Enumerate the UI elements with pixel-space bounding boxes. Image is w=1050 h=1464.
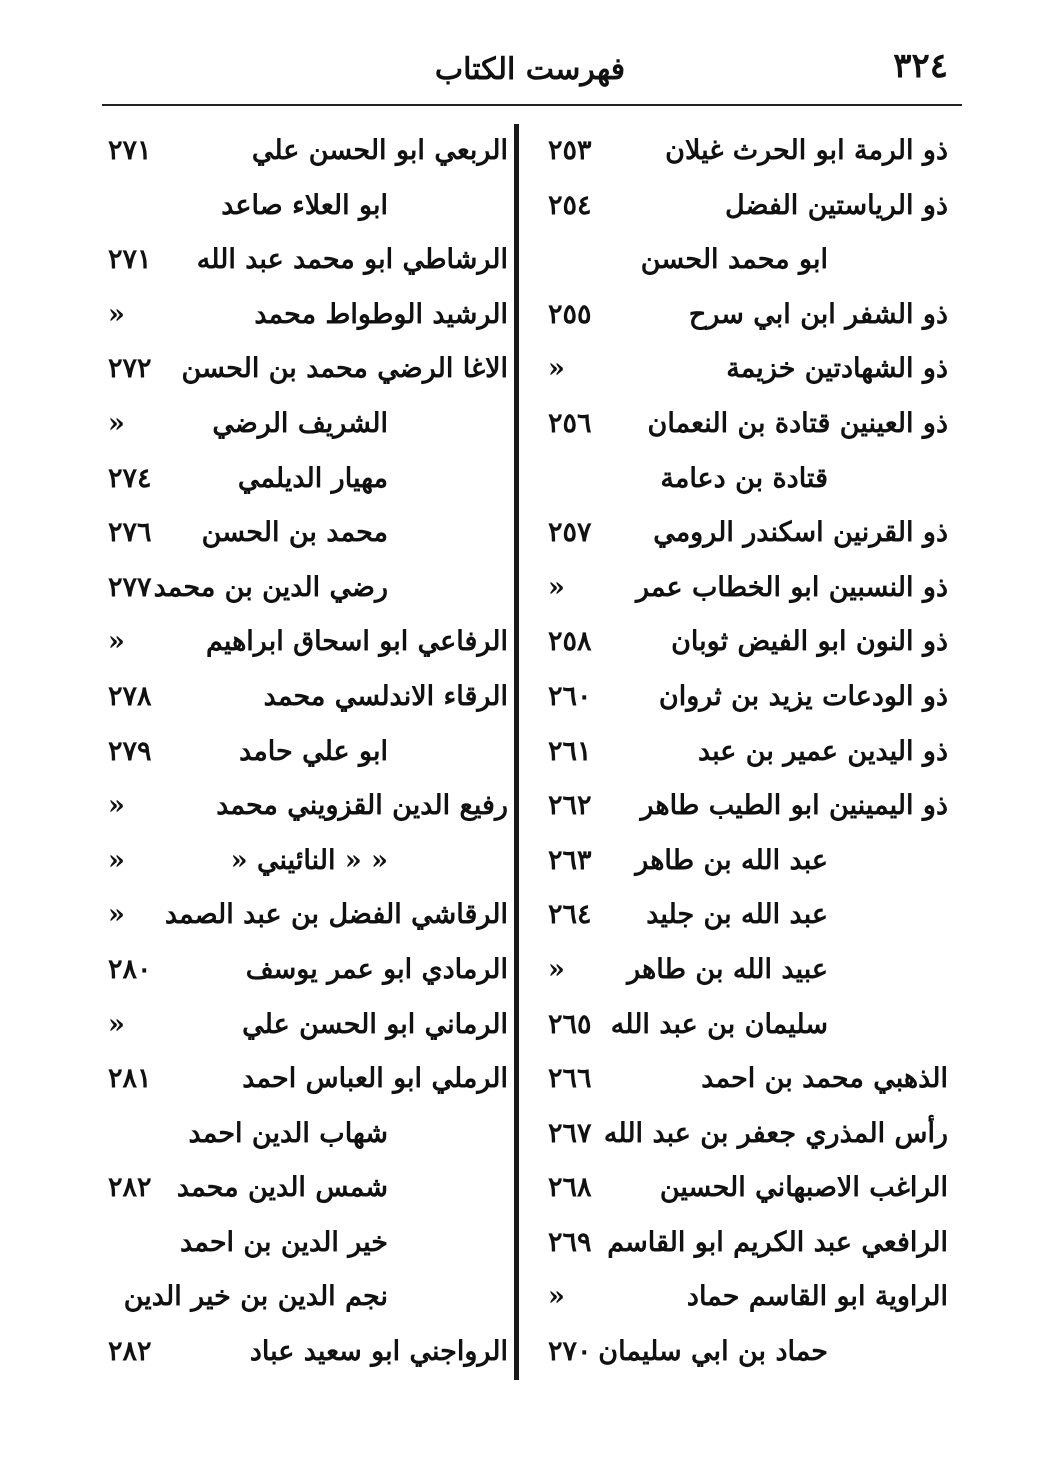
index-entry — [108, 124, 508, 179]
index-entry — [108, 397, 508, 452]
entry-name: الشريف الرضي — [212, 407, 388, 439]
entry-name: ذو العينين قتادة بن النعمان — [647, 407, 948, 439]
entry-page-number: « — [548, 353, 565, 385]
entry-name: عبد الله بن جليد — [646, 899, 828, 931]
entry-page-number: ٢٨٢ — [108, 1172, 152, 1204]
entry-page-number: « — [108, 844, 125, 876]
entry-page-number: ٢٦٤ — [548, 899, 592, 931]
entry-name: الذهبي محمد بن احمد — [701, 1063, 948, 1095]
index-entry — [108, 779, 508, 834]
index-entry — [108, 888, 508, 943]
entry-name: ابو العلاء صاعد — [221, 189, 388, 221]
entry-page-number: ٢٧٨ — [108, 680, 152, 712]
index-entry — [548, 124, 948, 179]
entry-name: عبد الله بن طاهر — [635, 844, 828, 876]
entry-name: ذو النون ابو الفيض ثوبان — [671, 626, 948, 658]
entry-name: سليمان بن عبد الله — [610, 1008, 828, 1040]
entry-name: ابو علي حامد — [239, 735, 388, 767]
entry-page-number: ٢٧٤ — [108, 462, 152, 494]
entry-name: الرقاشي الفضل بن عبد الصمد — [164, 899, 508, 931]
entry-name: الرافعي عبد الكريم ابو القاسم — [607, 1226, 948, 1258]
entry-name: شمس الدين محمد — [176, 1172, 388, 1204]
entry-name: ذو اليدين عمير بن عبد — [697, 735, 948, 767]
entry-name: ذو الرمة ابو الحرث غيلان — [665, 135, 948, 166]
index-entry — [108, 1107, 508, 1162]
entry-page-number: ٢٧٢ — [108, 353, 152, 385]
entry-page-number: ٢٧٧ — [108, 571, 152, 603]
page-number: ٣٢٤ — [893, 46, 948, 86]
entry-page-number: « — [548, 1281, 565, 1313]
index-entry — [548, 342, 948, 397]
entry-name: ذو الشهادتين خزيمة — [726, 353, 948, 385]
index-entry — [548, 1216, 948, 1271]
entry-page-number: ٢٥٨ — [548, 626, 592, 658]
entry-name: الرشيد الوطواط محمد — [254, 298, 508, 330]
entry-page-number: ٢٦٢ — [548, 790, 592, 822]
entry-name: شهاب الدين احمد — [188, 1117, 388, 1149]
index-entry — [108, 288, 508, 343]
index-column-right — [548, 124, 948, 1380]
entry-name: حماد بن ابي سليمان — [598, 1336, 828, 1368]
entry-name: الرقاء الاندلسي محمد — [263, 680, 508, 712]
index-entry — [108, 452, 508, 507]
index-entry — [108, 1216, 508, 1271]
index-entry — [548, 725, 948, 780]
entry-name: الرشاطي ابو محمد عبد الله — [196, 244, 508, 276]
index-entry — [548, 1107, 948, 1162]
index-entry — [548, 288, 948, 343]
index-entry — [108, 834, 508, 889]
header-rule — [102, 104, 962, 106]
index-entry — [548, 1270, 948, 1325]
entry-name: الرواجني ابو سعيد عباد — [249, 1336, 508, 1368]
entry-page-number: ٢٦٩ — [548, 1226, 592, 1258]
entry-page-number: ٢٧١ — [108, 135, 152, 166]
entry-name: ذو الرياستين الفضل — [725, 189, 948, 221]
index-entry — [108, 670, 508, 725]
index-entry — [108, 615, 508, 670]
entry-name: ذو القرنين اسكندر الرومي — [653, 517, 948, 549]
entry-name: الرملي ابو العباس احمد — [242, 1063, 508, 1095]
entry-name: الاغا الرضي محمد بن الحسن — [181, 353, 508, 385]
entry-name: الراوية ابو القاسم حماد — [686, 1281, 948, 1313]
page-title: فهرست الكتاب — [434, 52, 626, 87]
entry-page-number: « — [108, 407, 125, 439]
index-entry — [548, 834, 948, 889]
entry-page-number: « — [108, 790, 125, 822]
entry-name: ذو اليمينين ابو الطيب طاهر — [640, 790, 948, 822]
entry-name: ذو الشفر ابن ابي سرح — [688, 298, 948, 330]
entry-page-number: ٢٧٦ — [108, 517, 152, 549]
index-entry — [108, 1325, 508, 1380]
entry-page-number: ٢٦٨ — [548, 1172, 592, 1204]
entry-name: مهيار الديلمي — [237, 462, 388, 494]
entry-name: رأس المذري جعفر بن عبد الله — [603, 1117, 948, 1149]
index-entry — [548, 779, 948, 834]
index-entry — [548, 943, 948, 998]
entry-page-number: « — [108, 899, 125, 931]
index-entry — [548, 179, 948, 234]
index-entry — [108, 342, 508, 397]
index-entry — [108, 233, 508, 288]
entry-page-number: ٢٧١ — [108, 244, 152, 276]
entry-name: نجم الدين بن خير الدين — [123, 1281, 388, 1313]
index-entry — [108, 1270, 508, 1325]
entry-name: ابو محمد الحسن — [640, 244, 828, 276]
entry-name: الرماني ابو الحسن علي — [242, 1008, 508, 1040]
column-divider — [514, 124, 519, 1380]
entry-page-number: ٢٦٠ — [548, 680, 592, 712]
index-entry — [108, 943, 508, 998]
index-entry — [548, 998, 948, 1053]
entry-page-number: ٢٥٥ — [548, 298, 592, 330]
entry-name: رفيع الدين القزويني محمد — [216, 790, 508, 822]
entry-name: ذو النسبين ابو الخطاب عمر — [635, 571, 948, 603]
index-entry — [548, 452, 948, 507]
entry-page-number: ٢٧٩ — [108, 735, 152, 767]
index-entry — [108, 1052, 508, 1107]
entry-name: عبيد الله بن طاهر — [627, 953, 828, 985]
entry-page-number: « — [108, 1008, 125, 1040]
index-entry — [548, 888, 948, 943]
index-column-left — [108, 124, 508, 1380]
index-entry — [548, 561, 948, 616]
entry-name: خير الدين بن احمد — [180, 1226, 388, 1258]
index-entry — [108, 998, 508, 1053]
index-entry — [548, 615, 948, 670]
entry-page-number: ٢٦٦ — [548, 1063, 592, 1095]
index-entry — [548, 397, 948, 452]
entry-page-number: ٢٦٧ — [548, 1117, 592, 1149]
index-entry — [548, 1161, 948, 1216]
entry-page-number: ٢٦١ — [548, 735, 592, 767]
index-entry — [108, 506, 508, 561]
entry-page-number: ٢٦٣ — [548, 844, 592, 876]
entry-page-number: « — [108, 298, 125, 330]
entry-page-number: ٢٥٦ — [548, 407, 592, 439]
entry-page-number: ٢٥٤ — [548, 189, 592, 221]
entry-page-number: ٢٥٣ — [548, 135, 592, 166]
entry-name: الراغب الاصبهاني الحسين — [659, 1172, 948, 1204]
index-entry — [548, 1325, 948, 1380]
index-entry — [548, 670, 948, 725]
entry-page-number: « — [548, 953, 565, 985]
entry-page-number: ٢٨١ — [108, 1063, 152, 1095]
entry-name: قتادة بن دعامة — [660, 462, 828, 494]
index-entry — [548, 1052, 948, 1107]
entry-name: رضي الدين بن محمد — [153, 571, 388, 603]
entry-page-number: ٢٦٥ — [548, 1008, 592, 1040]
entry-name: الرمادي ابو عمر يوسف — [245, 953, 508, 985]
index-entry — [108, 725, 508, 780]
index-entry — [548, 233, 948, 288]
index-entry — [108, 1161, 508, 1216]
entry-page-number: ٢٧٠ — [548, 1336, 592, 1368]
index-entry — [548, 506, 948, 561]
entry-page-number: ٢٨٢ — [108, 1336, 152, 1368]
index-entry — [108, 179, 508, 234]
entry-page-number: ٢٥٧ — [548, 517, 592, 549]
entry-name: محمد بن الحسن — [201, 517, 388, 549]
entry-page-number: « — [548, 571, 565, 603]
entry-page-number: « — [108, 626, 125, 658]
entry-name: الربعي ابو الحسن علي — [251, 135, 508, 166]
entry-name: ذو الودعات يزيد بن ثروان — [658, 680, 948, 712]
entry-name: الرفاعي ابو اسحاق ابراهيم — [205, 626, 508, 658]
index-entry — [108, 561, 508, 616]
entry-name: « « النائيني « — [230, 844, 388, 876]
entry-page-number: ٢٨٠ — [108, 953, 152, 985]
